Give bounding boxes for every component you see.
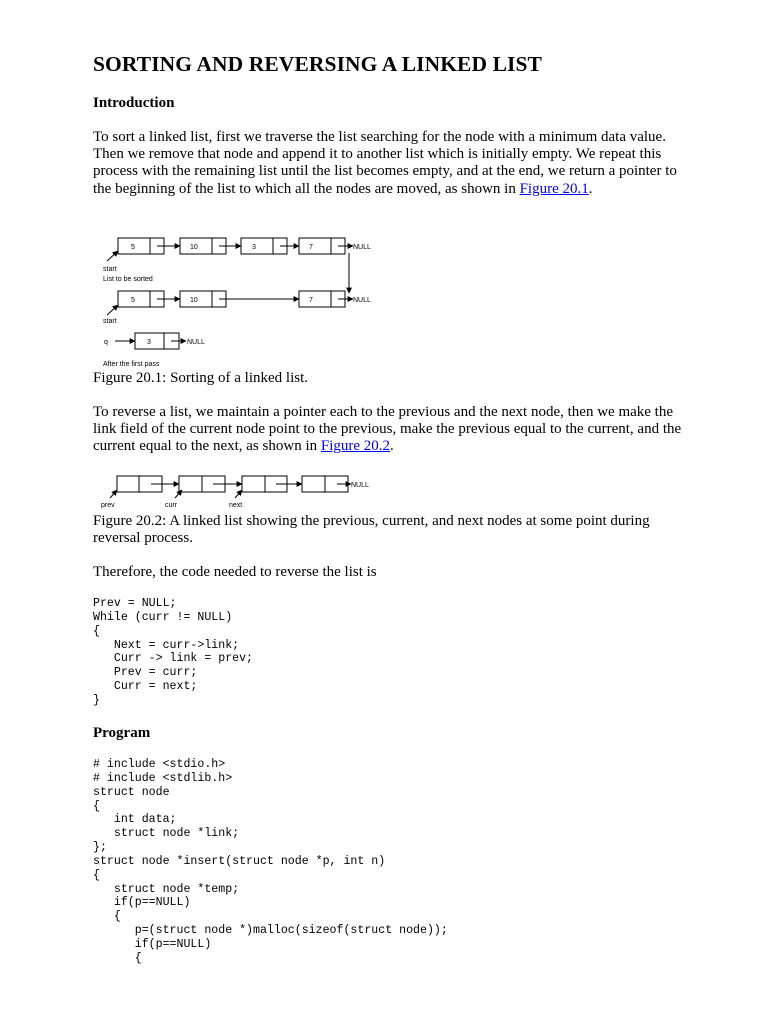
fig1-r1-n4: 7 (309, 244, 313, 251)
fig1-r1-n2: 10 (190, 244, 198, 251)
page-title: SORTING AND REVERSING A LINKED LIST (93, 52, 542, 76)
fig1-null-3: NULL (187, 339, 205, 346)
reverse-code-block: Prev = NULL; While (curr != NULL) { Next = curr->link; Curr -> link = prev; Prev = curr; Curr = next; } (93, 597, 254, 707)
figure-20-2-caption: Figure 20.2: A linked list showing the previous, current, and next nodes at some point during reversal process. (93, 513, 650, 547)
introduction-heading: Introduction (93, 95, 175, 111)
fig1-null-1: NULL (353, 244, 371, 251)
fig2-prev-label: prev (101, 502, 115, 509)
intro-paragraph-text: To sort a linked list, first we traverse the list searching for the node with a minimum data value. Then we remove that node and append it to another list which is initially empty. We repeat this process with the remaining list until the list becomes empty, and at the end, we return a pointer to the beginning of the list to which all the nodes are moved, as shown in (93, 129, 677, 197)
fig2-null: NULL (351, 482, 369, 489)
reverse-paragraph-text: To reverse a list, we maintain a pointer each to the previous and the next node, then we make the link field of the current node point to the previous, make the previous equal to the current, and the current equal to the next, as shown in (93, 404, 682, 455)
fig1-r2-n1: 5 (131, 297, 135, 304)
fig1-list-label: List to be sorted (103, 276, 153, 283)
fig1-r1-n1: 5 (131, 244, 135, 251)
figure-20-2-link[interactable]: Figure 20.2 (320, 438, 391, 455)
fig1-r2-n2: 10 (190, 297, 198, 304)
fig2-next-label: next (229, 502, 243, 509)
reverse-paragraph: To reverse a list, we maintain a pointer each to the previous and the next node, then we make the link field of the current node point to the previous, make the previous equal to the current, and the current equal to the next, as shown in Figure 20.2. (93, 404, 682, 455)
program-code-block: # include <stdio.h> # include <stdlib.h> struct node { int data; struct node *link; }; struct node *insert(struct node *p, int n) { struct node *temp; if(p==NULL) { p=(struct node *)malloc(sizeof(struct node)); if(p==NULL) { (93, 758, 448, 965)
fig1-r3-n1: 3 (147, 339, 151, 346)
fig2-curr-label: curr (165, 502, 178, 509)
fig1-q-label: q (104, 339, 108, 346)
fig1-after-label: After the first pass (103, 361, 160, 368)
code-intro-text: Therefore, the code needed to reverse the list is (93, 564, 377, 580)
intro-paragraph: To sort a linked list, first we traverse the list searching for the node with a minimum data value. Then we remove that node and append it to another list which is initially empty. We repeat this process with the remaining list until the list becomes empty, and at the end, we return a pointer to the beginning of the list to which all the nodes are moved, as shown in Figure 20.1. (93, 129, 677, 197)
fig1-start-label-2: start (103, 318, 117, 325)
figure-20-1-diagram (95, 233, 395, 369)
fig1-r1-n3: 3 (252, 244, 256, 251)
fig1-null-2: NULL (353, 297, 371, 304)
program-heading: Program (93, 725, 151, 741)
fig1-start-label: start (103, 266, 117, 273)
figure-20-2-diagram (95, 472, 395, 512)
fig1-r2-n3: 7 (309, 297, 313, 304)
figure-20-1-link[interactable]: Figure 20.1 (519, 180, 589, 197)
figure-20-1-caption: Figure 20.1: Sorting of a linked list. (93, 370, 308, 386)
